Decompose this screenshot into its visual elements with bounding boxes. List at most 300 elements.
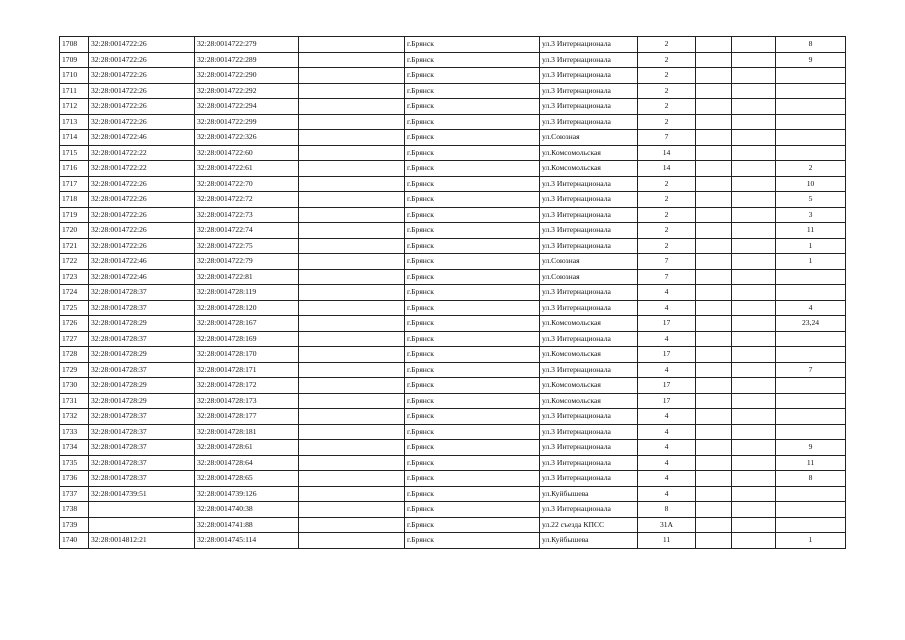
empty-cell (732, 393, 776, 409)
object-cadastral-number-cell: 32:28:0014728:65 (195, 471, 299, 487)
object-cadastral-number-cell: 32:28:0014728:181 (195, 424, 299, 440)
empty-cell (696, 99, 732, 115)
city-cell: г.Брянск (405, 378, 540, 394)
empty-cell (696, 440, 732, 456)
empty-cell (732, 176, 776, 192)
object-cadastral-number-cell: 32:28:0014722:292 (195, 83, 299, 99)
apartment-number-cell: 5 (776, 192, 846, 208)
empty-cell (299, 161, 405, 177)
row-number-cell: 1736 (60, 471, 89, 487)
parcel-cadastral-number-cell: 32:28:0014722:26 (89, 176, 195, 192)
empty-cell (299, 238, 405, 254)
city-cell: г.Брянск (405, 362, 540, 378)
empty-cell (696, 207, 732, 223)
empty-cell (696, 145, 732, 161)
empty-cell (696, 486, 732, 502)
empty-cell (732, 99, 776, 115)
apartment-number-cell (776, 393, 846, 409)
parcel-cadastral-number-cell (89, 517, 195, 533)
city-cell: г.Брянск (405, 83, 540, 99)
apartment-number-cell (776, 68, 846, 84)
street-cell: ул.3 Интернационала (540, 192, 638, 208)
empty-cell (299, 176, 405, 192)
parcel-cadastral-number-cell (89, 502, 195, 518)
object-cadastral-number-cell: 32:28:0014722:299 (195, 114, 299, 130)
empty-cell (299, 269, 405, 285)
empty-cell (696, 285, 732, 301)
object-cadastral-number-cell: 32:28:0014745:114 (195, 533, 299, 549)
city-cell: г.Брянск (405, 145, 540, 161)
house-number-cell: 7 (638, 269, 696, 285)
street-cell: ул.Союзная (540, 130, 638, 146)
parcel-cadastral-number-cell: 32:28:0014722:26 (89, 52, 195, 68)
parcel-cadastral-number-cell: 32:28:0014722:26 (89, 207, 195, 223)
row-number-cell: 1731 (60, 393, 89, 409)
row-number-cell: 1724 (60, 285, 89, 301)
row-number-cell: 1738 (60, 502, 89, 518)
empty-cell (732, 192, 776, 208)
empty-cell (299, 316, 405, 332)
city-cell: г.Брянск (405, 409, 540, 425)
row-number-cell: 1710 (60, 68, 89, 84)
house-number-cell: 4 (638, 440, 696, 456)
city-cell: г.Брянск (405, 486, 540, 502)
city-cell: г.Брянск (405, 347, 540, 363)
row-number-cell: 1727 (60, 331, 89, 347)
object-cadastral-number-cell: 32:28:0014722:61 (195, 161, 299, 177)
empty-cell (696, 378, 732, 394)
object-cadastral-number-cell: 32:28:0014741:88 (195, 517, 299, 533)
house-number-cell: 14 (638, 145, 696, 161)
city-cell: г.Брянск (405, 455, 540, 471)
row-number-cell: 1720 (60, 223, 89, 239)
parcel-cadastral-number-cell: 32:28:0014722:26 (89, 114, 195, 130)
empty-cell (299, 130, 405, 146)
table-row (60, 502, 846, 518)
house-number-cell: 31А (638, 517, 696, 533)
parcel-cadastral-number-cell: 32:28:0014728:37 (89, 362, 195, 378)
apartment-number-cell: 7 (776, 362, 846, 378)
empty-cell (696, 471, 732, 487)
city-cell: г.Брянск (405, 52, 540, 68)
empty-cell (732, 424, 776, 440)
empty-cell (696, 533, 732, 549)
empty-cell (732, 316, 776, 332)
object-cadastral-number-cell: 32:28:0014728:172 (195, 378, 299, 394)
city-cell: г.Брянск (405, 393, 540, 409)
apartment-number-cell: 8 (776, 471, 846, 487)
street-cell: ул.3 Интернационала (540, 471, 638, 487)
parcel-cadastral-number-cell: 32:28:0014812:21 (89, 533, 195, 549)
empty-cell (696, 130, 732, 146)
empty-cell (732, 455, 776, 471)
empty-cell (299, 393, 405, 409)
object-cadastral-number-cell: 32:28:0014728:173 (195, 393, 299, 409)
apartment-number-cell: 4 (776, 300, 846, 316)
house-number-cell: 14 (638, 161, 696, 177)
apartment-number-cell (776, 269, 846, 285)
empty-cell (696, 37, 732, 53)
object-cadastral-number-cell: 32:28:0014728:167 (195, 316, 299, 332)
street-cell: ул.Куйбышева (540, 486, 638, 502)
street-cell: ул.Комсомольская (540, 378, 638, 394)
empty-cell (696, 161, 732, 177)
parcel-cadastral-number-cell: 32:28:0014722:26 (89, 223, 195, 239)
house-number-cell: 2 (638, 207, 696, 223)
parcel-cadastral-number-cell: 32:28:0014728:37 (89, 331, 195, 347)
object-cadastral-number-cell: 32:28:0014722:75 (195, 238, 299, 254)
house-number-cell: 11 (638, 533, 696, 549)
empty-cell (299, 99, 405, 115)
street-cell: ул.3 Интернационала (540, 68, 638, 84)
table-row (60, 83, 846, 99)
object-cadastral-number-cell: 32:28:0014722:326 (195, 130, 299, 146)
city-cell: г.Брянск (405, 471, 540, 487)
empty-cell (732, 331, 776, 347)
house-number-cell: 4 (638, 285, 696, 301)
parcel-cadastral-number-cell: 32:28:0014728:37 (89, 455, 195, 471)
house-number-cell: 17 (638, 316, 696, 332)
street-cell: ул.3 Интернационала (540, 176, 638, 192)
apartment-number-cell: 2 (776, 161, 846, 177)
street-cell: ул.Комсомольская (540, 161, 638, 177)
house-number-cell: 4 (638, 409, 696, 425)
city-cell: г.Брянск (405, 300, 540, 316)
city-cell: г.Брянск (405, 285, 540, 301)
table-row (60, 114, 846, 130)
apartment-number-cell (776, 409, 846, 425)
empty-cell (299, 285, 405, 301)
empty-cell (299, 254, 405, 270)
table-row (60, 99, 846, 115)
street-cell: ул.3 Интернационала (540, 409, 638, 425)
object-cadastral-number-cell: 32:28:0014722:289 (195, 52, 299, 68)
house-number-cell: 4 (638, 362, 696, 378)
city-cell: г.Брянск (405, 533, 540, 549)
empty-cell (732, 130, 776, 146)
row-number-cell: 1728 (60, 347, 89, 363)
empty-cell (732, 409, 776, 425)
empty-cell (299, 517, 405, 533)
empty-cell (696, 347, 732, 363)
parcel-cadastral-number-cell: 32:28:0014722:26 (89, 192, 195, 208)
apartment-number-cell: 10 (776, 176, 846, 192)
table-row (60, 192, 846, 208)
row-number-cell: 1729 (60, 362, 89, 378)
apartment-number-cell (776, 347, 846, 363)
street-cell: ул.Комсомольская (540, 316, 638, 332)
empty-cell (732, 502, 776, 518)
row-number-cell: 1733 (60, 424, 89, 440)
empty-cell (696, 502, 732, 518)
table-row (60, 440, 846, 456)
street-cell: ул.Комсомольская (540, 393, 638, 409)
apartment-number-cell: 9 (776, 52, 846, 68)
object-cadastral-number-cell: 32:28:0014722:79 (195, 254, 299, 270)
table-row (60, 223, 846, 239)
house-number-cell: 2 (638, 83, 696, 99)
city-cell: г.Брянск (405, 37, 540, 53)
city-cell: г.Брянск (405, 424, 540, 440)
object-cadastral-number-cell: 32:28:0014740:38 (195, 502, 299, 518)
house-number-cell: 4 (638, 331, 696, 347)
apartment-number-cell: 1 (776, 238, 846, 254)
table-row (60, 145, 846, 161)
apartment-number-cell: 23,24 (776, 316, 846, 332)
empty-cell (732, 238, 776, 254)
table-row (60, 207, 846, 223)
table-row (60, 424, 846, 440)
object-cadastral-number-cell: 32:28:0014722:294 (195, 99, 299, 115)
house-number-cell: 17 (638, 378, 696, 394)
apartment-number-cell (776, 378, 846, 394)
apartment-number-cell (776, 486, 846, 502)
row-number-cell: 1723 (60, 269, 89, 285)
row-number-cell: 1715 (60, 145, 89, 161)
street-cell: ул.3 Интернационала (540, 99, 638, 115)
empty-cell (299, 145, 405, 161)
empty-cell (299, 455, 405, 471)
apartment-number-cell (776, 130, 846, 146)
empty-cell (732, 269, 776, 285)
empty-cell (299, 424, 405, 440)
parcel-cadastral-number-cell: 32:28:0014728:37 (89, 440, 195, 456)
empty-cell (696, 176, 732, 192)
parcel-cadastral-number-cell: 32:28:0014728:37 (89, 285, 195, 301)
parcel-cadastral-number-cell: 32:28:0014739:51 (89, 486, 195, 502)
apartment-number-cell (776, 517, 846, 533)
house-number-cell: 2 (638, 114, 696, 130)
table-row (60, 68, 846, 84)
apartment-number-cell: 9 (776, 440, 846, 456)
row-number-cell: 1732 (60, 409, 89, 425)
row-number-cell: 1726 (60, 316, 89, 332)
empty-cell (299, 440, 405, 456)
empty-cell (696, 52, 732, 68)
empty-cell (732, 347, 776, 363)
street-cell: ул.Союзная (540, 254, 638, 270)
house-number-cell: 2 (638, 192, 696, 208)
parcel-cadastral-number-cell: 32:28:0014728:37 (89, 424, 195, 440)
registry-body (60, 37, 846, 549)
apartment-number-cell (776, 99, 846, 115)
apartment-number-cell (776, 83, 846, 99)
table-row (60, 254, 846, 270)
empty-cell (732, 83, 776, 99)
apartment-number-cell (776, 502, 846, 518)
empty-cell (732, 37, 776, 53)
empty-cell (732, 207, 776, 223)
empty-cell (299, 533, 405, 549)
empty-cell (299, 300, 405, 316)
street-cell: ул.3 Интернационала (540, 223, 638, 239)
table-row (60, 471, 846, 487)
table-row (60, 37, 846, 53)
apartment-number-cell (776, 424, 846, 440)
house-number-cell: 4 (638, 486, 696, 502)
house-number-cell: 4 (638, 424, 696, 440)
object-cadastral-number-cell: 32:28:0014728:120 (195, 300, 299, 316)
empty-cell (732, 533, 776, 549)
apartment-number-cell: 11 (776, 455, 846, 471)
empty-cell (732, 300, 776, 316)
table-row (60, 331, 846, 347)
city-cell: г.Брянск (405, 114, 540, 130)
parcel-cadastral-number-cell: 32:28:0014728:29 (89, 378, 195, 394)
row-number-cell: 1722 (60, 254, 89, 270)
row-number-cell: 1714 (60, 130, 89, 146)
street-cell: ул.3 Интернационала (540, 238, 638, 254)
row-number-cell: 1737 (60, 486, 89, 502)
house-number-cell: 2 (638, 68, 696, 84)
table-row (60, 300, 846, 316)
city-cell: г.Брянск (405, 440, 540, 456)
city-cell: г.Брянск (405, 207, 540, 223)
table-row (60, 378, 846, 394)
row-number-cell: 1735 (60, 455, 89, 471)
city-cell: г.Брянск (405, 254, 540, 270)
empty-cell (696, 316, 732, 332)
empty-cell (696, 269, 732, 285)
object-cadastral-number-cell: 32:28:0014722:73 (195, 207, 299, 223)
parcel-cadastral-number-cell: 32:28:0014722:46 (89, 254, 195, 270)
empty-cell (696, 424, 732, 440)
table-row (60, 130, 846, 146)
city-cell: г.Брянск (405, 269, 540, 285)
street-cell: ул.22 съезда КПСС (540, 517, 638, 533)
empty-cell (732, 254, 776, 270)
house-number-cell: 17 (638, 347, 696, 363)
row-number-cell: 1708 (60, 37, 89, 53)
object-cadastral-number-cell: 32:28:0014722:290 (195, 68, 299, 84)
object-cadastral-number-cell: 32:28:0014728:177 (195, 409, 299, 425)
object-cadastral-number-cell: 32:28:0014728:170 (195, 347, 299, 363)
street-cell: ул.3 Интернационала (540, 37, 638, 53)
empty-cell (696, 238, 732, 254)
empty-cell (696, 300, 732, 316)
street-cell: ул.3 Интернационала (540, 362, 638, 378)
empty-cell (732, 114, 776, 130)
object-cadastral-number-cell: 32:28:0014728:61 (195, 440, 299, 456)
empty-cell (732, 471, 776, 487)
city-cell: г.Брянск (405, 517, 540, 533)
apartment-number-cell (776, 114, 846, 130)
parcel-cadastral-number-cell: 32:28:0014722:22 (89, 145, 195, 161)
parcel-cadastral-number-cell: 32:28:0014728:29 (89, 347, 195, 363)
empty-cell (299, 486, 405, 502)
parcel-cadastral-number-cell: 32:28:0014722:22 (89, 161, 195, 177)
parcel-cadastral-number-cell: 32:28:0014728:37 (89, 300, 195, 316)
empty-cell (299, 192, 405, 208)
table-row (60, 347, 846, 363)
empty-cell (299, 502, 405, 518)
object-cadastral-number-cell: 32:28:0014722:74 (195, 223, 299, 239)
street-cell: ул.3 Интернационала (540, 440, 638, 456)
table-row (60, 238, 846, 254)
street-cell: ул.3 Интернационала (540, 207, 638, 223)
parcel-cadastral-number-cell: 32:28:0014722:26 (89, 99, 195, 115)
house-number-cell: 2 (638, 238, 696, 254)
apartment-number-cell (776, 145, 846, 161)
parcel-cadastral-number-cell: 32:28:0014722:26 (89, 68, 195, 84)
parcel-cadastral-number-cell: 32:28:0014728:29 (89, 316, 195, 332)
table-row (60, 52, 846, 68)
row-number-cell: 1734 (60, 440, 89, 456)
house-number-cell: 8 (638, 502, 696, 518)
object-cadastral-number-cell: 32:28:0014728:171 (195, 362, 299, 378)
house-number-cell: 2 (638, 52, 696, 68)
row-number-cell: 1739 (60, 517, 89, 533)
parcel-cadastral-number-cell: 32:28:0014728:37 (89, 409, 195, 425)
apartment-number-cell: 1 (776, 533, 846, 549)
empty-cell (696, 114, 732, 130)
street-cell: ул.Куйбышева (540, 533, 638, 549)
empty-cell (696, 254, 732, 270)
empty-cell (732, 378, 776, 394)
row-number-cell: 1718 (60, 192, 89, 208)
table-row (60, 285, 846, 301)
street-cell: ул.3 Интернационала (540, 300, 638, 316)
empty-cell (299, 223, 405, 239)
row-number-cell: 1717 (60, 176, 89, 192)
empty-cell (732, 362, 776, 378)
row-number-cell: 1711 (60, 83, 89, 99)
empty-cell (732, 52, 776, 68)
object-cadastral-number-cell: 32:28:0014722:72 (195, 192, 299, 208)
city-cell: г.Брянск (405, 130, 540, 146)
city-cell: г.Брянск (405, 331, 540, 347)
empty-cell (732, 440, 776, 456)
object-cadastral-number-cell: 32:28:0014728:169 (195, 331, 299, 347)
empty-cell (696, 223, 732, 239)
empty-cell (732, 161, 776, 177)
table-row (60, 161, 846, 177)
apartment-number-cell: 3 (776, 207, 846, 223)
row-number-cell: 1730 (60, 378, 89, 394)
empty-cell (732, 285, 776, 301)
table-row (60, 409, 846, 425)
empty-cell (299, 68, 405, 84)
empty-cell (696, 68, 732, 84)
empty-cell (696, 517, 732, 533)
parcel-cadastral-number-cell: 32:28:0014728:29 (89, 393, 195, 409)
empty-cell (696, 455, 732, 471)
table-row (60, 176, 846, 192)
street-cell: ул.3 Интернационала (540, 52, 638, 68)
street-cell: ул.Комсомольская (540, 347, 638, 363)
table-row (60, 533, 846, 549)
street-cell: ул.3 Интернационала (540, 114, 638, 130)
parcel-cadastral-number-cell: 32:28:0014728:37 (89, 471, 195, 487)
empty-cell (299, 471, 405, 487)
street-cell: ул.3 Интернационала (540, 455, 638, 471)
empty-cell (696, 409, 732, 425)
parcel-cadastral-number-cell: 32:28:0014722:26 (89, 238, 195, 254)
empty-cell (299, 52, 405, 68)
empty-cell (732, 145, 776, 161)
street-cell: ул.3 Интернационала (540, 83, 638, 99)
row-number-cell: 1721 (60, 238, 89, 254)
parcel-cadastral-number-cell: 32:28:0014722:46 (89, 269, 195, 285)
street-cell: ул.Комсомольская (540, 145, 638, 161)
street-cell: ул.3 Интернационала (540, 285, 638, 301)
city-cell: г.Брянск (405, 316, 540, 332)
object-cadastral-number-cell: 32:28:0014722:60 (195, 145, 299, 161)
empty-cell (696, 331, 732, 347)
house-number-cell: 2 (638, 37, 696, 53)
empty-cell (696, 83, 732, 99)
house-number-cell: 2 (638, 223, 696, 239)
